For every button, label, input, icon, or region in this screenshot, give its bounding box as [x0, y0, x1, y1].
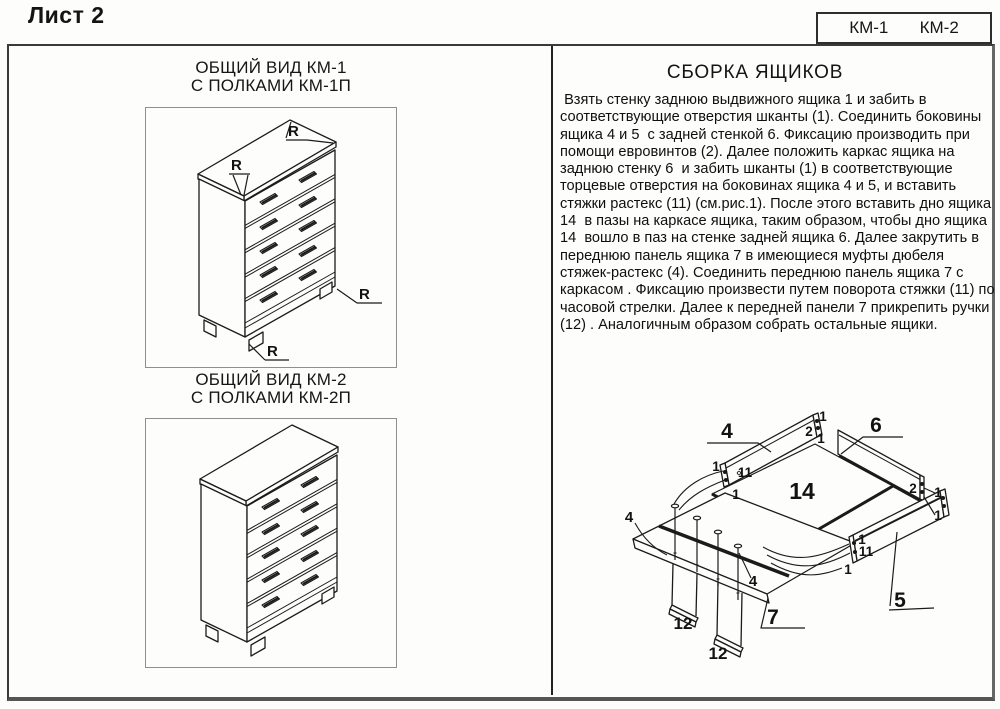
drawer-assembly-diagram — [555, 395, 995, 695]
label-fastener-1: 1 — [817, 431, 825, 446]
radius-label-bottom-center: R — [267, 343, 278, 360]
label-fastener-2: 2 — [909, 481, 917, 496]
figure-km2-title-line2: С ПОЛКАМИ КМ-2П — [190, 388, 352, 407]
radius-label-top-right: R — [288, 123, 299, 140]
label-fastener-1: 1 — [858, 532, 866, 547]
label-dowel-4b: 4 — [748, 573, 758, 590]
model-code-km2: КМ-2 — [919, 18, 959, 37]
drawer-exploded-view — [555, 395, 995, 695]
label-fastener-1: 1 — [934, 508, 942, 523]
panel-divider — [551, 46, 553, 695]
model-code-km1: КМ-1 — [849, 18, 889, 37]
km1-drawing — [146, 108, 396, 367]
figure-km1-frame — [145, 107, 397, 368]
label-handle-12a: 12 — [673, 614, 693, 633]
figure-km1-title-line2: С ПОЛКАМИ КМ-1П — [190, 76, 352, 95]
figure-km2-frame — [145, 418, 397, 668]
label-dowel-4a: 4 — [624, 509, 634, 526]
label-part-7: 7 — [767, 606, 779, 629]
label-fastener-1: 1 — [712, 459, 720, 474]
instruction-text: Взять стенку заднюю выдвижного ящика 1 и забить в соответствующие отверстия шканты (1). Соединить боковины ящика 4 и 5 с задней стенкой 6. Фиксацию производить при помощи евровинтов (2). Далее положить каркас ящика на заднюю стенку 6 и забить шканты (1) в соответствующие торцевые отверстия на боковинах ящика 4 и 5, и вставить стяжки растекс (11) (см.рис.1). После этого вставить дно ящика 14 в пазы на каркасе ящика, таким образом, чтобы дно ящика 14 вошло в паз на стенке задней ящика 6. Далее закрутить в переднюю панель ящика 7 в имеющиеся муфты дюбеля стяжек-растекс (4). Соединить переднюю панель ящика 7 с каркасом . Фиксацию произвести путем поворота стяжки (11) по часовой стрелки. Далее к передней панели 7 прикрепить ручки (12) . Аналогичным образом собрать остальные ящики. — [560, 92, 999, 333]
label-part-4: 4 — [721, 420, 733, 443]
label-part-6: 6 — [870, 414, 882, 437]
km2-drawing — [146, 419, 396, 667]
label-fastener-2: 2 — [805, 424, 813, 439]
model-codes-box — [816, 12, 992, 44]
label-fastener-1: 1 — [934, 485, 942, 500]
sheet-title: Лист 2 — [28, 2, 105, 28]
radius-label-bottom-right: R — [359, 286, 370, 303]
section-title: СБОРКА ЯЩИКОВ — [666, 62, 844, 83]
label-fastener-11: 11 — [737, 465, 753, 480]
figure-km1-title-line1: ОБЩИЙ ВИД КМ-1 — [195, 58, 347, 77]
label-handle-12b: 12 — [708, 644, 728, 663]
label-part-5: 5 — [894, 589, 906, 612]
radius-label-top-left: R — [231, 157, 242, 174]
figure-km1-title — [120, 59, 422, 95]
figure-km2-title-line1: ОБЩИЙ ВИД КМ-2 — [195, 370, 347, 389]
label-fastener-1: 1 — [732, 487, 740, 502]
label-part-14: 14 — [789, 478, 815, 504]
label-fastener-11: 11 — [858, 544, 874, 559]
label-fastener-1: 1 — [844, 562, 852, 577]
label-fastener-1: 1 — [819, 409, 827, 424]
figure-km2-title — [120, 371, 422, 407]
